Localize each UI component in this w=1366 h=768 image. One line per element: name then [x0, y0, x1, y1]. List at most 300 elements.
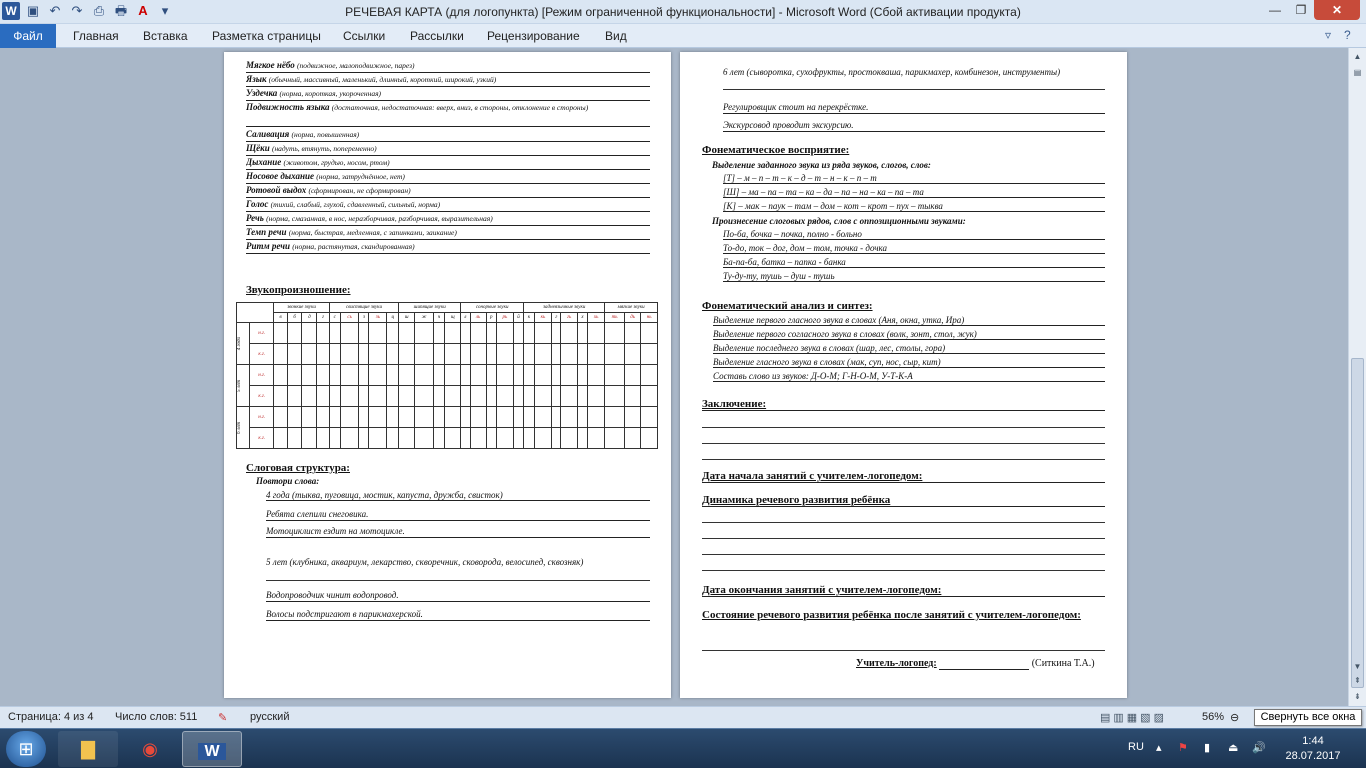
- close-button[interactable]: ✕: [1314, 0, 1360, 20]
- sound-cell[interactable]: [534, 428, 552, 449]
- line-label: Мягкое нёбо: [246, 60, 295, 70]
- sound-cell[interactable]: [513, 386, 523, 407]
- signature-blank[interactable]: [939, 661, 1029, 670]
- articulation-line[interactable]: [246, 170, 650, 184]
- sound-cell[interactable]: [624, 386, 641, 407]
- sound-cell[interactable]: [369, 386, 387, 407]
- sound-cell[interactable]: [624, 407, 641, 428]
- sound-cell[interactable]: [561, 386, 577, 407]
- sound-cell[interactable]: [369, 344, 387, 365]
- sound-cell[interactable]: [534, 365, 552, 386]
- sound-cell[interactable]: [329, 407, 340, 428]
- sound-cell[interactable]: [577, 344, 587, 365]
- sound-cell[interactable]: [641, 323, 658, 344]
- sound-cell[interactable]: [433, 428, 444, 449]
- sound-cell[interactable]: [369, 323, 387, 344]
- sound-cell[interactable]: [369, 407, 387, 428]
- sound-cell[interactable]: [445, 323, 461, 344]
- sound-cell[interactable]: [340, 407, 359, 428]
- sound-cell[interactable]: [274, 386, 287, 407]
- sound-cell[interactable]: [287, 407, 302, 428]
- sound-cell[interactable]: [415, 386, 434, 407]
- sound-cell[interactable]: [274, 428, 287, 449]
- sound-cell[interactable]: [486, 365, 496, 386]
- line-label: Саливация: [246, 129, 290, 139]
- quick-print-icon[interactable]: 🖶: [114, 3, 128, 18]
- scroll-thumb[interactable]: [1351, 358, 1364, 688]
- next-page-icon[interactable]: ⇟: [1354, 692, 1361, 701]
- letter-cell: зь: [369, 313, 387, 323]
- view-buttons-icon[interactable]: ▤▥▦▧▨: [1100, 712, 1167, 724]
- ruler-toggle-icon[interactable]: ▤: [1353, 68, 1362, 77]
- sound-cell[interactable]: [496, 344, 513, 365]
- sound-cell[interactable]: [641, 428, 658, 449]
- sound-cell[interactable]: [534, 407, 552, 428]
- group-cell: свистящие звуки: [329, 303, 398, 313]
- sound-cell[interactable]: [359, 428, 369, 449]
- sound-cell[interactable]: [486, 386, 496, 407]
- letter-cell: р: [486, 313, 496, 323]
- spellcheck-icon[interactable]: ✎: [218, 712, 228, 724]
- tab-file[interactable]: Файл: [0, 24, 56, 48]
- sound-cell[interactable]: [359, 365, 369, 386]
- sound-cell[interactable]: [641, 386, 658, 407]
- start-button[interactable]: ⊞: [6, 731, 46, 767]
- sound-cell[interactable]: [302, 344, 317, 365]
- bullet-item[interactable]: [723, 271, 1105, 282]
- sound-cell[interactable]: [359, 344, 369, 365]
- letter-cell: дь: [624, 313, 641, 323]
- bullet-item[interactable]: [723, 243, 1105, 254]
- articulation-line[interactable]: [246, 184, 650, 198]
- sentence-text: Регулировщик стоит на перекрёстке.: [723, 102, 869, 112]
- letter-cell: г: [317, 313, 329, 323]
- answer-line[interactable]: [702, 554, 1105, 555]
- sound-cell[interactable]: [340, 428, 359, 449]
- sentence-text: Ребята слепили снеговика.: [266, 509, 369, 519]
- sound-cell[interactable]: [524, 386, 534, 407]
- sound-cell[interactable]: [605, 407, 625, 428]
- sound-cell[interactable]: [624, 344, 641, 365]
- tray-expand-icon[interactable]: ▴: [1156, 742, 1162, 754]
- bullet-item[interactable]: [723, 173, 1105, 184]
- sound-cell[interactable]: [399, 407, 415, 428]
- sound-cell[interactable]: [496, 407, 513, 428]
- sound-cell[interactable]: [513, 323, 523, 344]
- repeat-words-label: Повтори слова:: [256, 476, 320, 486]
- bullet-item[interactable]: [723, 187, 1105, 198]
- articulation-line[interactable]: [246, 212, 650, 226]
- sound-cell[interactable]: [587, 428, 604, 449]
- sound-cell[interactable]: [552, 323, 561, 344]
- sound-cell[interactable]: [359, 386, 369, 407]
- sound-cell[interactable]: [399, 344, 415, 365]
- sound-cell[interactable]: [461, 344, 470, 365]
- sound-cell[interactable]: [387, 365, 399, 386]
- group-cell: сонорные звуки: [461, 303, 524, 313]
- word-app-icon[interactable]: W: [2, 2, 20, 20]
- page-4: [680, 52, 1127, 698]
- sentence-line[interactable]: [723, 119, 1105, 132]
- sound-cell[interactable]: [340, 323, 359, 344]
- explorer-taskbar-icon[interactable]: ▇: [58, 731, 118, 767]
- item-text: 6 лет (сыворотка, сухофрукты, простокваша, парикмахер, комбинезон, инструменты): [723, 67, 1061, 77]
- save-icon[interactable]: ▣: [26, 3, 40, 18]
- sound-cell[interactable]: [605, 428, 625, 449]
- sound-cell[interactable]: [470, 323, 486, 344]
- conclusion-label: [702, 398, 1105, 411]
- sound-cell[interactable]: [577, 365, 587, 386]
- sound-cell[interactable]: [287, 428, 302, 449]
- font-color-icon[interactable]: A: [138, 3, 148, 18]
- sound-cell[interactable]: [470, 428, 486, 449]
- sound-cell[interactable]: [470, 386, 486, 407]
- articulation-line[interactable]: [246, 198, 650, 212]
- help-icon[interactable]: ?: [1344, 28, 1351, 42]
- sound-cell[interactable]: [399, 365, 415, 386]
- tab-insert[interactable]: Вставка: [143, 29, 188, 43]
- language-indicator[interactable]: RU: [1128, 741, 1144, 753]
- sound-cell[interactable]: [561, 407, 577, 428]
- answer-line[interactable]: [702, 443, 1105, 444]
- sound-cell[interactable]: [340, 344, 359, 365]
- sound-cell[interactable]: [577, 323, 587, 344]
- bullet-text: [Ш] – ма – па – та – ка – да – па – на – ка – па – та: [723, 187, 924, 197]
- sound-cell[interactable]: [274, 323, 287, 344]
- letter-cell: л: [461, 313, 470, 323]
- chrome-taskbar-icon[interactable]: ◉: [142, 739, 158, 759]
- bullet-text: Составь слово из звуков: Д-О-М; Г-Н-О-М, У-Т-К-А: [713, 371, 913, 381]
- letter-cell: сь: [340, 313, 359, 323]
- sound-cell[interactable]: [445, 365, 461, 386]
- sound-cell[interactable]: [561, 323, 577, 344]
- sound-cell[interactable]: [399, 428, 415, 449]
- prev-page-icon[interactable]: ⇞: [1354, 676, 1361, 685]
- sentence-text: Мотоциклист ездит на мотоцикле.: [266, 526, 405, 536]
- network-icon[interactable]: ▮: [1204, 742, 1211, 754]
- sound-cell[interactable]: [587, 365, 604, 386]
- sound-cell[interactable]: [624, 365, 641, 386]
- sound-cell[interactable]: [561, 428, 577, 449]
- articulation-line[interactable]: [246, 59, 650, 73]
- sound-cell[interactable]: [605, 386, 625, 407]
- word-count[interactable]: Число слов: 511: [115, 711, 198, 723]
- sound-cell[interactable]: [524, 365, 534, 386]
- sound-cell[interactable]: [274, 407, 287, 428]
- sound-cell[interactable]: [445, 428, 461, 449]
- tab-page-layout[interactable]: Разметка страницы: [212, 29, 321, 43]
- period-mark: к.г.: [250, 344, 274, 365]
- undo-icon[interactable]: ↶: [49, 3, 61, 18]
- sound-cell[interactable]: [587, 386, 604, 407]
- sound-cell[interactable]: [624, 323, 641, 344]
- answer-line[interactable]: [702, 650, 1105, 651]
- sound-cell[interactable]: [287, 386, 302, 407]
- sound-cell[interactable]: [496, 365, 513, 386]
- bullet-item[interactable]: [713, 371, 1105, 382]
- teacher-name: (Ситкина Т.А.): [1031, 658, 1095, 669]
- sound-cell[interactable]: [486, 344, 496, 365]
- sound-cell[interactable]: [486, 428, 496, 449]
- sound-cell[interactable]: [445, 407, 461, 428]
- sound-cell[interactable]: [433, 407, 444, 428]
- syllable-section-title: Слоговая структура:: [246, 462, 350, 474]
- sentence-line[interactable]: [723, 101, 1105, 114]
- item-5-years[interactable]: [266, 557, 650, 567]
- sound-cell[interactable]: [561, 344, 577, 365]
- sound-cell[interactable]: [329, 323, 340, 344]
- sound-cell[interactable]: [302, 365, 317, 386]
- sound-cell[interactable]: [470, 365, 486, 386]
- volume-icon[interactable]: 🔊: [1252, 742, 1266, 754]
- sound-cell[interactable]: [369, 428, 387, 449]
- sound-cell[interactable]: [433, 323, 444, 344]
- articulation-line[interactable]: [246, 101, 650, 127]
- sound-cell[interactable]: [302, 323, 317, 344]
- sound-cell[interactable]: [470, 407, 486, 428]
- sound-cell[interactable]: [359, 323, 369, 344]
- sound-cell[interactable]: [399, 386, 415, 407]
- answer-line[interactable]: [702, 538, 1105, 539]
- sound-cell[interactable]: [340, 365, 359, 386]
- letter-cell: ц: [387, 313, 399, 323]
- line-label: Щёки: [246, 143, 270, 153]
- phonematic-title: Фонематическое восприятие:: [702, 144, 850, 156]
- sound-cell[interactable]: [387, 407, 399, 428]
- phon-subtitle: Произнесение слоговых рядов, слов с оппозиционными звуками:: [712, 216, 966, 226]
- sound-cell[interactable]: [387, 428, 399, 449]
- sound-cell[interactable]: [445, 344, 461, 365]
- scroll-down-icon[interactable]: ▼: [1353, 662, 1362, 671]
- bullet-item[interactable]: [713, 329, 1105, 340]
- answer-line[interactable]: [702, 570, 1105, 571]
- answer-line[interactable]: [266, 580, 650, 581]
- sound-cell[interactable]: [641, 407, 658, 428]
- letter-cell: ж: [415, 313, 434, 323]
- sound-cell[interactable]: [359, 407, 369, 428]
- tab-home[interactable]: Главная: [73, 29, 119, 43]
- bullet-text: Ба-па-ба, батка – папка - банка: [723, 257, 846, 267]
- sentence-line[interactable]: [266, 508, 650, 521]
- sound-cell[interactable]: [317, 386, 329, 407]
- articulation-line[interactable]: [246, 142, 650, 156]
- sound-cell[interactable]: [415, 407, 434, 428]
- articulation-line[interactable]: [246, 156, 650, 170]
- sound-cell[interactable]: [445, 386, 461, 407]
- line-hint: (норма, короткая, укороченная): [279, 89, 382, 98]
- sound-cell[interactable]: [577, 428, 587, 449]
- action-center-icon[interactable]: ⚑: [1178, 742, 1188, 754]
- zoom-out-icon[interactable]: ⊖: [1230, 712, 1240, 724]
- sound-cell[interactable]: [461, 407, 470, 428]
- sound-cell[interactable]: [496, 428, 513, 449]
- bullet-item[interactable]: [713, 315, 1105, 326]
- letter-cell: хь: [587, 313, 604, 323]
- sound-cell[interactable]: [302, 407, 317, 428]
- answer-line[interactable]: [702, 459, 1105, 460]
- sound-cell[interactable]: [387, 323, 399, 344]
- sound-cell[interactable]: [587, 407, 604, 428]
- sound-cell[interactable]: [524, 344, 534, 365]
- sound-cell[interactable]: [486, 323, 496, 344]
- sound-cell[interactable]: [587, 344, 604, 365]
- sound-cell[interactable]: [399, 323, 415, 344]
- sound-cell[interactable]: [624, 428, 641, 449]
- sound-cell[interactable]: [287, 365, 302, 386]
- answer-line[interactable]: [723, 89, 1105, 90]
- scroll-up-icon[interactable]: ▲: [1353, 52, 1362, 61]
- usb-icon[interactable]: ⏏: [1228, 742, 1239, 754]
- sound-cell[interactable]: [513, 428, 523, 449]
- period-mark: н.г.: [250, 323, 274, 344]
- sound-cell[interactable]: [387, 386, 399, 407]
- bullet-item[interactable]: [713, 357, 1105, 368]
- phon-subtitle: Выделение заданного звука из ряда звуков, слогов, слов:: [712, 160, 931, 170]
- line-hint: (надуть, втянуть, попеременно): [271, 144, 377, 153]
- sound-cell[interactable]: [415, 344, 434, 365]
- bullet-item[interactable]: [713, 343, 1105, 354]
- articulation-line[interactable]: [246, 128, 650, 142]
- line-label: Уздечка: [246, 88, 278, 98]
- sound-cell[interactable]: [461, 386, 470, 407]
- sound-cell[interactable]: [577, 386, 587, 407]
- bullet-text: То-до, ток – дог, дом – том, точка - дочка: [723, 243, 887, 253]
- line-label: Темп речи: [246, 227, 287, 237]
- sound-cell[interactable]: [274, 344, 287, 365]
- sound-cell[interactable]: [329, 428, 340, 449]
- sentence-line[interactable]: [266, 525, 650, 538]
- zoom-level[interactable]: 56%: [1202, 711, 1225, 723]
- customize-toolbar-icon[interactable]: ▾: [161, 3, 169, 18]
- sound-cell[interactable]: [496, 386, 513, 407]
- sound-cell[interactable]: [287, 323, 302, 344]
- sound-cell[interactable]: [415, 428, 434, 449]
- sound-row: [237, 323, 658, 344]
- sound-cell[interactable]: [461, 365, 470, 386]
- bullet-item[interactable]: [723, 229, 1105, 240]
- item-6-years[interactable]: [723, 67, 1105, 77]
- sound-cell[interactable]: [552, 344, 561, 365]
- line-hint: (подвижное, малоподвижное, парез): [297, 61, 415, 70]
- period-mark: н.г.: [250, 365, 274, 386]
- sound-cell[interactable]: [513, 365, 523, 386]
- sound-cell[interactable]: [561, 365, 577, 386]
- sound-cell[interactable]: [433, 365, 444, 386]
- sound-cell[interactable]: [329, 365, 340, 386]
- sound-cell[interactable]: [317, 323, 329, 344]
- sound-cell[interactable]: [470, 344, 486, 365]
- bullet-text: [Т] – м – п – т – к – д – т – н – к – п – т: [723, 173, 877, 183]
- sound-cell[interactable]: [577, 407, 587, 428]
- sound-cell[interactable]: [524, 407, 534, 428]
- group-cell: мягкие звуки: [605, 303, 658, 313]
- sound-cell[interactable]: [340, 386, 359, 407]
- sound-cell[interactable]: [552, 365, 561, 386]
- articulation-line[interactable]: [246, 226, 650, 240]
- bullet-text: Выделение последнего звука в словах (шар, лес, столы, гора): [713, 343, 946, 353]
- item-text: 4 года (тыква, пуговица, мостик, капуста, дружба, свисток): [266, 490, 503, 500]
- sound-cell[interactable]: [274, 365, 287, 386]
- sound-cell[interactable]: [534, 344, 552, 365]
- bullet-item[interactable]: [723, 257, 1105, 268]
- sound-cell[interactable]: [329, 344, 340, 365]
- sound-cell[interactable]: [496, 323, 513, 344]
- sound-cell[interactable]: [641, 365, 658, 386]
- articulation-line[interactable]: [246, 73, 650, 87]
- tab-review[interactable]: Рецензирование: [487, 29, 580, 43]
- sound-cell[interactable]: [552, 386, 561, 407]
- tab-view[interactable]: Вид: [605, 29, 627, 43]
- sound-cell[interactable]: [605, 365, 625, 386]
- redo-icon[interactable]: ↷: [71, 3, 83, 18]
- sound-cell[interactable]: [486, 407, 496, 428]
- sound-cell[interactable]: [513, 407, 523, 428]
- minimize-button[interactable]: —: [1269, 3, 1281, 17]
- sound-cell[interactable]: [461, 323, 470, 344]
- sound-cell[interactable]: [524, 323, 534, 344]
- word-taskbar-icon[interactable]: W: [182, 731, 242, 767]
- tab-mailings[interactable]: Рассылки: [410, 29, 464, 43]
- sound-cell[interactable]: [513, 344, 523, 365]
- sound-cell[interactable]: [387, 344, 399, 365]
- sound-cell[interactable]: [302, 428, 317, 449]
- item-4-years[interactable]: [266, 490, 650, 501]
- sound-cell[interactable]: [641, 344, 658, 365]
- sound-cell[interactable]: [415, 365, 434, 386]
- sound-cell[interactable]: [317, 407, 329, 428]
- sound-cell[interactable]: [302, 386, 317, 407]
- bullet-item[interactable]: [723, 201, 1105, 212]
- sound-cell[interactable]: [433, 386, 444, 407]
- articulation-line[interactable]: [246, 240, 650, 254]
- language[interactable]: русский: [250, 711, 290, 723]
- answer-line[interactable]: [702, 522, 1105, 523]
- print-preview-icon[interactable]: ⎙: [93, 3, 105, 18]
- sound-cell[interactable]: [415, 323, 434, 344]
- sound-cell[interactable]: [605, 323, 625, 344]
- sound-cell[interactable]: [329, 386, 340, 407]
- sound-cell[interactable]: [317, 428, 329, 449]
- page-count[interactable]: Страница: 4 из 4: [8, 711, 94, 723]
- sound-cell[interactable]: [369, 365, 387, 386]
- sound-cell[interactable]: [524, 428, 534, 449]
- sound-cell[interactable]: [433, 344, 444, 365]
- sound-cell[interactable]: [552, 428, 561, 449]
- tab-references[interactable]: Ссылки: [343, 29, 386, 43]
- line-label: Носовое дыхание: [246, 171, 315, 181]
- expand-ribbon-icon[interactable]: ▿: [1325, 28, 1332, 42]
- sound-cell[interactable]: [534, 386, 552, 407]
- sound-cell[interactable]: [552, 407, 561, 428]
- sound-cell[interactable]: [317, 344, 329, 365]
- answer-line[interactable]: [702, 427, 1105, 428]
- maximize-button[interactable]: ❐: [1295, 3, 1307, 17]
- letter-cell: д: [302, 313, 317, 323]
- sentence-line[interactable]: [266, 589, 650, 602]
- vertical-scrollbar[interactable]: [1348, 48, 1366, 706]
- sound-cell[interactable]: [587, 323, 604, 344]
- sound-cell[interactable]: [605, 344, 625, 365]
- clock[interactable]: [1278, 734, 1348, 764]
- sound-cell[interactable]: [287, 344, 302, 365]
- sound-row: [237, 386, 658, 407]
- sound-cell[interactable]: [534, 323, 552, 344]
- line-hint: (сформирован, не сформирован): [308, 186, 411, 195]
- articulation-line[interactable]: [246, 87, 650, 101]
- sound-cell[interactable]: [461, 428, 470, 449]
- sound-cell[interactable]: [317, 365, 329, 386]
- sentence-line[interactable]: [266, 608, 650, 621]
